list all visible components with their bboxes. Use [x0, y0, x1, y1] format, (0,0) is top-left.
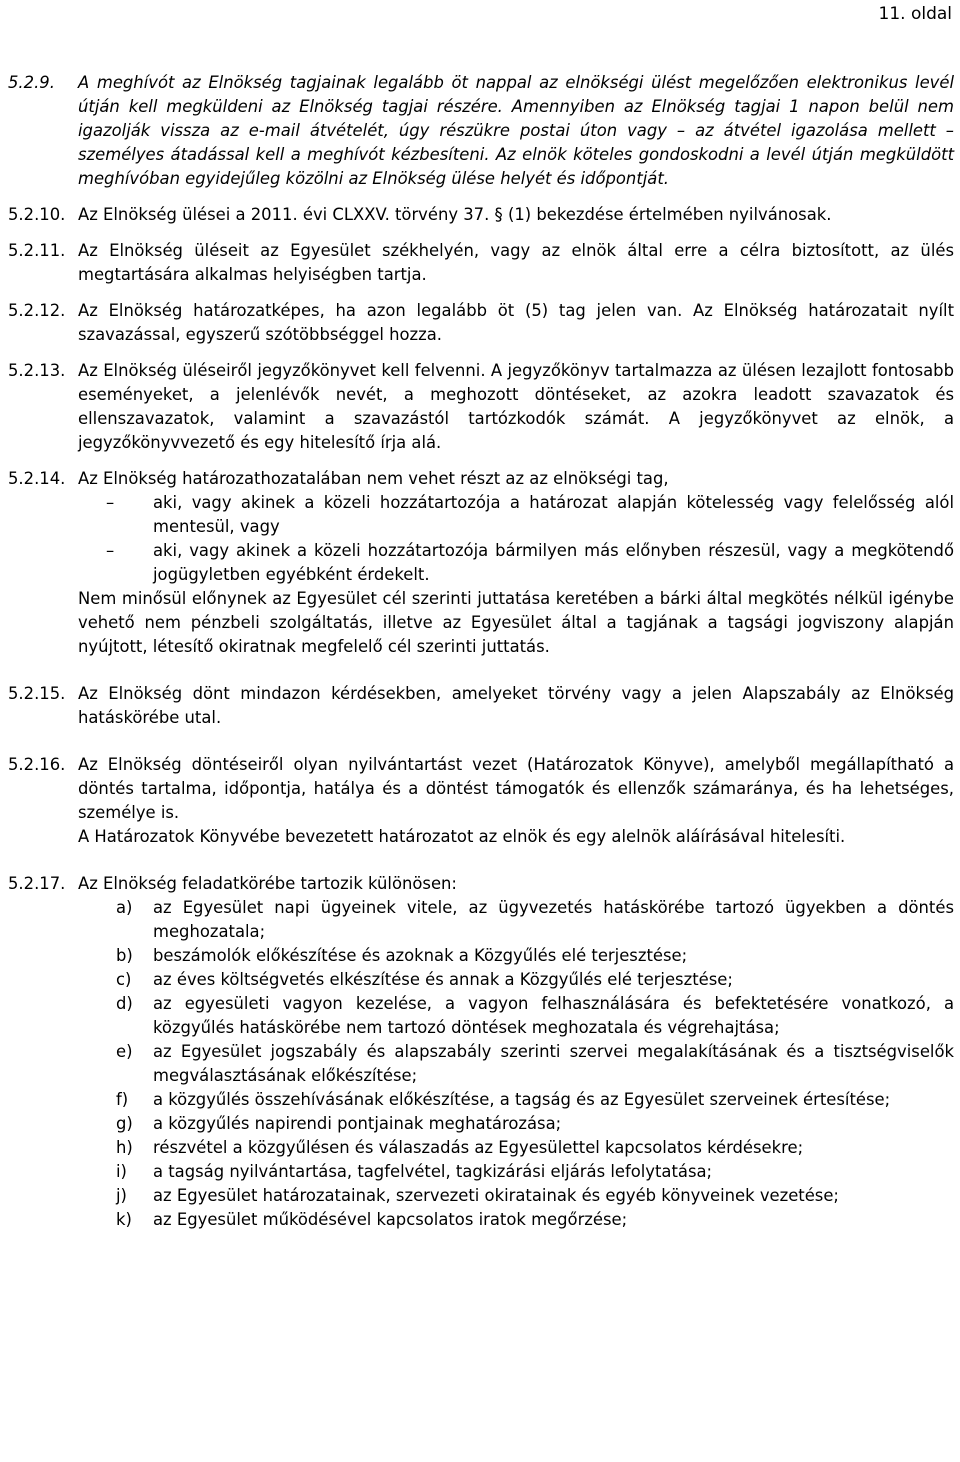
- list-item: [8, 1088, 954, 1112]
- list-item: [8, 491, 954, 539]
- list-letter: d): [116, 994, 133, 1013]
- section-5-2-10: [8, 203, 954, 227]
- list-item-text: az egyesületi vagyon kezelése, a vagyon felhasználására és befektetésére vonatkozó, a közgyűlés hatáskörébe nem tartozó döntések meghozatala és végrehajtása;: [153, 994, 954, 1037]
- section-5-2-11: [8, 239, 954, 287]
- list-item-text: az Egyesület határozatainak, szervezeti okiratainak és egyéb könyveinek vezetése;: [153, 1186, 839, 1205]
- list-item: [8, 1184, 954, 1208]
- section-number: 5.2.17.: [8, 874, 66, 893]
- section-5-2-16: [8, 753, 954, 825]
- list-item-text: a közgyűlés napirendi pontjainak meghatározása;: [153, 1114, 562, 1133]
- section-text: Az Elnökség dönt mindazon kérdésekben, amelyeket törvény vagy a jelen Alapszabály az Elnökség hatáskörébe utal.: [78, 684, 954, 727]
- list-letter: b): [116, 946, 133, 965]
- list-item: [8, 1112, 954, 1136]
- section-text: Az Elnökség határozathozatalában nem vehet részt az az elnökségi tag,: [78, 469, 669, 488]
- list-letter: a): [116, 898, 133, 917]
- section-number: 5.2.10.: [8, 205, 66, 224]
- list-item-text: a tagság nyilvántartása, tagfelvétel, tagkizárási eljárás lefolytatása;: [153, 1162, 713, 1181]
- list-item-text: aki, vagy akinek a közeli hozzátartozója bármilyen más előnyben részesül, vagy a megkötendő jogügyletben egyébként érdekelt.: [153, 541, 954, 584]
- list-letter: i): [116, 1162, 127, 1181]
- section-5-2-15: [8, 682, 954, 730]
- list-letter: k): [116, 1210, 132, 1229]
- list-letter: c): [116, 970, 132, 989]
- list-item: [8, 1160, 954, 1184]
- section-5-2-17: [8, 872, 954, 896]
- section-text: Az Elnökség határozatképes, ha azon legalább öt (5) tag jelen van. Az Elnökség határozatait nyílt szavazással, egyszerű szótöbbséggel hozza.: [78, 301, 954, 344]
- section-number: 5.2.14.: [8, 469, 66, 488]
- section-5-2-16-note: A Határozatok Könyvébe bevezetett határozatot az elnök és egy alelnök aláírásával hitelesíti.: [78, 827, 846, 846]
- section-5-2-12: [8, 299, 954, 347]
- section-text: Az Elnökség üléseit az Egyesület székhelyén, vagy az elnök által erre a célra biztosított, az ülés megtartására alkalmas helyiségben tartja.: [78, 241, 954, 284]
- section-number: 5.2.11.: [8, 241, 66, 260]
- list-item-text: aki, vagy akinek a közeli hozzátartozója a határozat alapján kötelesség vagy felelősség alól mentesül, vagy: [153, 493, 954, 536]
- list-item: [8, 896, 954, 944]
- list-letter: g): [116, 1114, 133, 1133]
- list-letter: h): [116, 1138, 133, 1157]
- dash-bullet: –: [106, 541, 115, 560]
- list-item: [8, 1208, 954, 1232]
- section-text: Az Elnökség üléseiről jegyzőkönyvet kell felvenni. A jegyzőkönyv tartalmazza az ülésen lezajlott fontosabb eseményeket, a jelenlévők nevét, a meghozott döntéseket, az azokra leadott szavazatok és ellenszavazatok, valamint a szavazástól tartózkodók számát. A jegyzőkönyvet az elnök, a jegyzőkönyvvezető és egy hitelesítő írja alá.: [78, 361, 954, 452]
- page-number: 11. oldal: [878, 4, 952, 24]
- list-item-text: az Egyesület működésével kapcsolatos iratok megőrzése;: [153, 1210, 628, 1229]
- list-item: [8, 1136, 954, 1160]
- list-item-text: az Egyesület napi ügyeinek vitele, az ügyvezetés hatáskörébe tartozó ügyekben a döntés meghozatala;: [153, 898, 954, 941]
- section-text: Az Elnökség döntéseiről olyan nyilvántartást vezet (Határozatok Könyve), amelyből megállapítható a döntés tartalma, időpontja, hatálya és a döntést támogatók és ellenzők számaránya, és ha lehetséges, személye is.: [78, 755, 954, 822]
- section-5-2-9: [8, 71, 954, 191]
- dash-bullet: –: [106, 493, 115, 512]
- list-item-text: az Egyesület jogszabály és alapszabály szerinti szervei megalakításának és a tisztségviselők megválasztásának előkészítése;: [153, 1042, 954, 1085]
- section-number: 5.2.13.: [8, 361, 66, 380]
- list-item-text: az éves költségvetés elkészítése és annak a Közgyűlés elé terjesztése;: [153, 970, 733, 989]
- list-item: [8, 968, 954, 992]
- list-item-text: a közgyűlés összehívásának előkészítése, a tagság és az Egyesület szerveinek értesítése;: [153, 1090, 891, 1109]
- list-letter: f): [116, 1090, 129, 1109]
- section-5-2-14: [8, 467, 954, 491]
- list-item: [8, 1040, 954, 1088]
- list-letter: e): [116, 1042, 133, 1061]
- duties-list: [8, 896, 954, 1232]
- list-letter: j): [116, 1186, 127, 1205]
- list-item: [8, 539, 954, 587]
- section-5-2-14-note: Nem minősül előnynek az Egyesület cél szerinti juttatása keretében a bárki által megkötés nélkül igénybe vehető nem pénzbeli szolgáltatás, illetve az Egyesület által a tagjának a tagsági jogviszony alapján nyújtott, létesítő okiratnak megfelelő cél szerinti juttatás.: [78, 589, 954, 656]
- section-number: 5.2.9.: [8, 73, 55, 92]
- list-item-text: részvétel a közgyűlésen és válaszadás az Egyesülettel kapcsolatos kérdésekre;: [153, 1138, 804, 1157]
- section-number: 5.2.16.: [8, 755, 66, 774]
- section-number: 5.2.12.: [8, 301, 66, 320]
- list-item-text: beszámolók előkészítése és azoknak a Közgyűlés elé terjesztése;: [153, 946, 688, 965]
- section-text: A meghívót az Elnökség tagjainak legalább öt nappal az elnökségi ülést megelőzően elektronikus levél útján kell megküldeni az Elnökség tagjai részére. Amennyiben az Elnökség tagjai 1 napon belül nem igazolják vissza az e-mail átvételét, úgy részükre postai úton vagy – az átvétel igazolása mellett – személyes átadással kell a meghívót kézbesíteni. Az elnök köteles gondoskodni a levél útján megküldött meghívóban egyidejűleg közölni az Elnökség ülése helyét és időpontját.: [78, 73, 954, 188]
- section-number: 5.2.15.: [8, 684, 66, 703]
- section-text: Az Elnökség ülései a 2011. évi CLXXV. törvény 37. § (1) bekezdése értelmében nyilvánosak.: [78, 205, 832, 224]
- list-item: [8, 944, 954, 968]
- section-text: Az Elnökség feladatkörébe tartozik különösen:: [78, 874, 457, 893]
- document-body: [8, 71, 954, 1232]
- section-5-2-13: [8, 359, 954, 455]
- list-item: [8, 992, 954, 1040]
